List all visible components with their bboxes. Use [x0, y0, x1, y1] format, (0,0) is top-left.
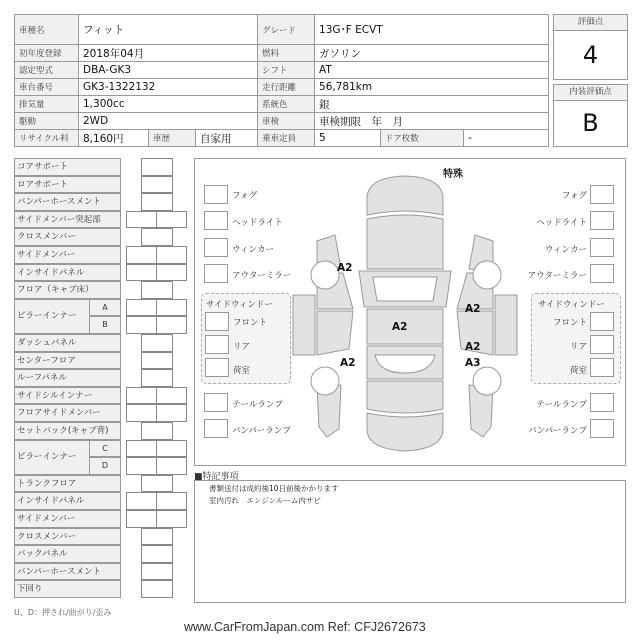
parts-check-cell[interactable] — [141, 580, 173, 598]
damage-mark: A3 — [465, 357, 481, 369]
parts-list-item: バンパーホースメント — [14, 193, 121, 211]
right-bumper-lamp-checkbox[interactable] — [590, 419, 614, 438]
rear-bumper-shape — [367, 413, 443, 451]
parts-list-item: センターフロア — [14, 352, 121, 370]
parts-list-item: セットバック(キャブ背) — [14, 422, 121, 440]
notes-heading: ■特記事項 — [194, 472, 239, 482]
overall-score-box — [553, 14, 628, 80]
parts-list-item: インサイドパネル — [14, 264, 121, 282]
right-cargo-window-label: 荷室 — [569, 366, 587, 376]
label: 車検 — [258, 113, 315, 130]
parts-check-cell[interactable] — [156, 440, 187, 458]
label: リサイクル料 — [15, 130, 79, 147]
parts-list-item: 下回り — [14, 580, 121, 598]
interior-score-label: 内装評価点 — [554, 85, 627, 101]
parts-check-cell[interactable] — [141, 176, 173, 194]
left-winker-checkbox[interactable] — [204, 238, 228, 257]
note-line: 書類送付は成約後10日前後かかります — [209, 484, 339, 493]
damage-legend: U、D：押され/曲がり/歪み — [14, 608, 112, 617]
label: ドア枚数 — [381, 130, 464, 147]
parts-list-item: クロスメンバー — [14, 228, 121, 246]
notes-box — [194, 480, 626, 603]
parts-check-cell[interactable] — [141, 334, 173, 352]
parts-check-cell[interactable] — [126, 264, 157, 282]
parts-check-cell[interactable] — [126, 457, 157, 475]
value: 銀 — [315, 96, 549, 113]
parts-list-item: サイドシルインナー — [14, 387, 121, 405]
parts-check-cell[interactable] — [156, 264, 187, 282]
parts-list-item: サイドメンバー突起部 — [14, 211, 121, 229]
label: 車種名 — [15, 15, 79, 45]
parts-check-cell[interactable] — [141, 228, 173, 246]
right-mirror-checkbox[interactable] — [590, 264, 614, 283]
info-row — [15, 79, 549, 96]
windshield-glass — [373, 277, 437, 301]
label: 車台番号 — [15, 79, 79, 96]
left-fog-checkbox[interactable] — [204, 185, 228, 204]
label: 車歴 — [149, 130, 196, 147]
right-winker-checkbox[interactable] — [590, 238, 614, 257]
left-headlight-checkbox[interactable] — [204, 211, 228, 230]
left-mirror-checkbox[interactable] — [204, 264, 228, 283]
parts-check-cell[interactable] — [126, 492, 157, 510]
parts-check-cell[interactable] — [156, 492, 187, 510]
value: 2WD — [79, 113, 258, 130]
parts-sub-label: B — [89, 316, 121, 334]
note-line: 室内汚れ エンジンルーム内サビ — [209, 496, 321, 505]
value: AT — [315, 62, 549, 79]
value: 13G･F ECVT — [315, 15, 549, 45]
parts-check-cell[interactable] — [141, 528, 173, 546]
left-front-window-checkbox[interactable] — [205, 312, 229, 331]
right-mirror-shape — [495, 295, 517, 355]
parts-check-cell[interactable] — [141, 369, 173, 387]
parts-list-item: サイドメンバー — [14, 510, 121, 528]
parts-check-cell[interactable] — [141, 545, 173, 563]
right-front-window-label: フロント — [552, 318, 587, 328]
damage-mark: A2 — [340, 357, 356, 369]
parts-check-cell[interactable] — [141, 422, 173, 440]
value: フィット — [79, 15, 258, 45]
damage-mark: A2 — [337, 262, 353, 274]
left-tail-lamp-label: テールランプ — [232, 400, 283, 410]
parts-list-item: ダッシュパネル — [14, 334, 121, 352]
parts-sub-label: C — [89, 440, 121, 458]
right-mirror-label: アウターミラー — [527, 271, 587, 281]
left-rear-door-shape — [317, 311, 353, 355]
parts-check-cell[interactable] — [126, 316, 157, 334]
overall-score-label: 評価点 — [554, 15, 627, 31]
parts-check-cell[interactable] — [141, 352, 173, 370]
right-tail-lamp-checkbox[interactable] — [590, 393, 614, 412]
left-bumper-lamp-label: バンパーランプ — [232, 426, 291, 436]
left-side-window-label: サイドウィンドー — [206, 300, 273, 310]
parts-list-item: ロアサポート — [14, 176, 121, 194]
right-tail-lamp-label: テールランプ — [536, 400, 587, 410]
hood-shape — [367, 215, 443, 269]
parts-check-cell[interactable] — [141, 193, 173, 211]
info-row — [15, 130, 549, 147]
damage-mark: A2 — [465, 341, 481, 353]
parts-check-cell[interactable] — [126, 510, 157, 528]
parts-list-item: フロアサイドメンバー — [14, 404, 121, 422]
parts-check-cell[interactable] — [141, 475, 173, 493]
info-row — [15, 113, 549, 130]
right-side-window-group — [531, 293, 621, 384]
parts-check-cell[interactable] — [126, 404, 157, 422]
car-diagram-panel — [194, 158, 626, 466]
label: 乗車定員 — [258, 130, 315, 147]
footer-reference: www.CarFromJapan.com Ref: CFJ2672673 — [184, 620, 426, 634]
parts-list-item: バンパーホースメント — [14, 563, 121, 581]
info-row — [15, 15, 549, 45]
right-headlight-checkbox[interactable] — [590, 211, 614, 230]
label: 走行距離 — [258, 79, 315, 96]
label: グレード — [258, 15, 315, 45]
left-cargo-window-checkbox[interactable] — [205, 358, 229, 377]
parts-list-item: コアサポート — [14, 158, 121, 176]
left-front-window-label: フロント — [233, 318, 268, 328]
parts-check-cell[interactable] — [156, 211, 187, 229]
right-fog-checkbox[interactable] — [590, 185, 614, 204]
label: 燃料 — [258, 45, 315, 62]
left-winker-label: ウィンカー — [232, 245, 274, 255]
parts-list-item: インサイドパネル — [14, 492, 121, 510]
diagram-title: 特殊 — [443, 169, 463, 180]
parts-list-item: フロア（キャブ床） — [14, 281, 121, 299]
left-headlight-label: ヘッドライト — [232, 218, 283, 228]
parts-check-cell[interactable] — [156, 299, 187, 317]
parts-check-cell[interactable] — [141, 158, 173, 176]
value: GK3-1322132 — [79, 79, 258, 96]
label: 系統色 — [258, 96, 315, 113]
parts-check-cell[interactable] — [141, 563, 173, 581]
value: ガソリン — [315, 45, 549, 62]
right-side-window-label: サイドウィンドー — [538, 300, 605, 310]
trunk-shape — [367, 381, 443, 413]
parts-check-cell[interactable] — [126, 299, 157, 317]
value: 8,160円 — [79, 130, 149, 147]
parts-check-cell[interactable] — [126, 211, 157, 229]
vehicle-info-table — [14, 14, 549, 147]
value: 2018年04月 — [79, 45, 258, 62]
label: 排気量 — [15, 96, 79, 113]
parts-check-cell[interactable] — [126, 246, 157, 264]
parts-list-item: ルーフパネル — [14, 369, 121, 387]
value: 5 — [315, 130, 381, 147]
left-rear-window-checkbox[interactable] — [205, 335, 229, 354]
right-front-window-checkbox[interactable] — [590, 312, 614, 331]
label: 駆動 — [15, 113, 79, 130]
parts-check-cell[interactable] — [156, 316, 187, 334]
right-rear-window-label: リア — [569, 342, 587, 352]
left-bumper-lamp-checkbox[interactable] — [204, 419, 228, 438]
parts-check-cell[interactable] — [156, 510, 187, 528]
parts-check-cell[interactable] — [156, 387, 187, 405]
parts-list-item: サイドメンバー — [14, 246, 121, 264]
parts-check-cell[interactable] — [126, 440, 157, 458]
left-front-wheel — [311, 261, 339, 289]
interior-score-value: B — [582, 109, 599, 137]
left-rear-window-label: リア — [233, 342, 251, 352]
value: 車検期限 年 月 — [315, 113, 549, 130]
left-cargo-window-label: 荷室 — [233, 366, 251, 376]
left-fog-label: フォグ — [232, 191, 258, 201]
parts-sub-label: A — [89, 299, 121, 317]
value: 1,300cc — [79, 96, 258, 113]
left-mirror-shape — [293, 295, 315, 355]
parts-sub-label: D — [89, 457, 121, 475]
parts-list-item: クロスメンバー — [14, 528, 121, 546]
left-rear-wheel — [311, 367, 339, 395]
front-bumper-shape — [367, 176, 443, 215]
right-front-wheel — [473, 261, 501, 289]
interior-score-box — [553, 84, 628, 147]
value: 56,781km — [315, 79, 549, 96]
value: DBA-GK3 — [79, 62, 258, 79]
right-winker-label: ウィンカー — [545, 245, 587, 255]
parts-check-cell[interactable] — [156, 246, 187, 264]
value: 自家用 — [196, 130, 258, 147]
parts-check-cell[interactable] — [156, 457, 187, 475]
label: 認定型式 — [15, 62, 79, 79]
parts-list-item: バックパネル — [14, 545, 121, 563]
right-fog-label: フォグ — [561, 191, 587, 201]
left-side-window-group — [201, 293, 291, 384]
right-rear-wheel — [473, 367, 501, 395]
left-mirror-label: アウターミラー — [232, 271, 292, 281]
info-row — [15, 62, 549, 79]
label: シフト — [258, 62, 315, 79]
right-headlight-label: ヘッドライト — [536, 218, 587, 228]
parts-check-cell[interactable] — [126, 387, 157, 405]
right-bumper-lamp-label: バンパーランプ — [528, 426, 587, 436]
parts-check-cell[interactable] — [156, 404, 187, 422]
info-row — [15, 96, 549, 113]
right-rear-window-checkbox[interactable] — [590, 335, 614, 354]
parts-list-item: ピラーインナー — [14, 440, 90, 475]
damage-mark: A2 — [392, 321, 408, 333]
label: 初年度登録 — [15, 45, 79, 62]
overall-score-value: 4 — [582, 41, 599, 69]
parts-list-item: トランクフロア — [14, 475, 121, 493]
value: - — [464, 130, 549, 147]
left-tail-lamp-checkbox[interactable] — [204, 393, 228, 412]
right-cargo-window-checkbox[interactable] — [590, 358, 614, 377]
info-row — [15, 45, 549, 62]
damage-mark: A2 — [465, 303, 481, 315]
parts-check-cell[interactable] — [141, 281, 173, 299]
parts-list-item: ピラーインナー — [14, 299, 90, 334]
